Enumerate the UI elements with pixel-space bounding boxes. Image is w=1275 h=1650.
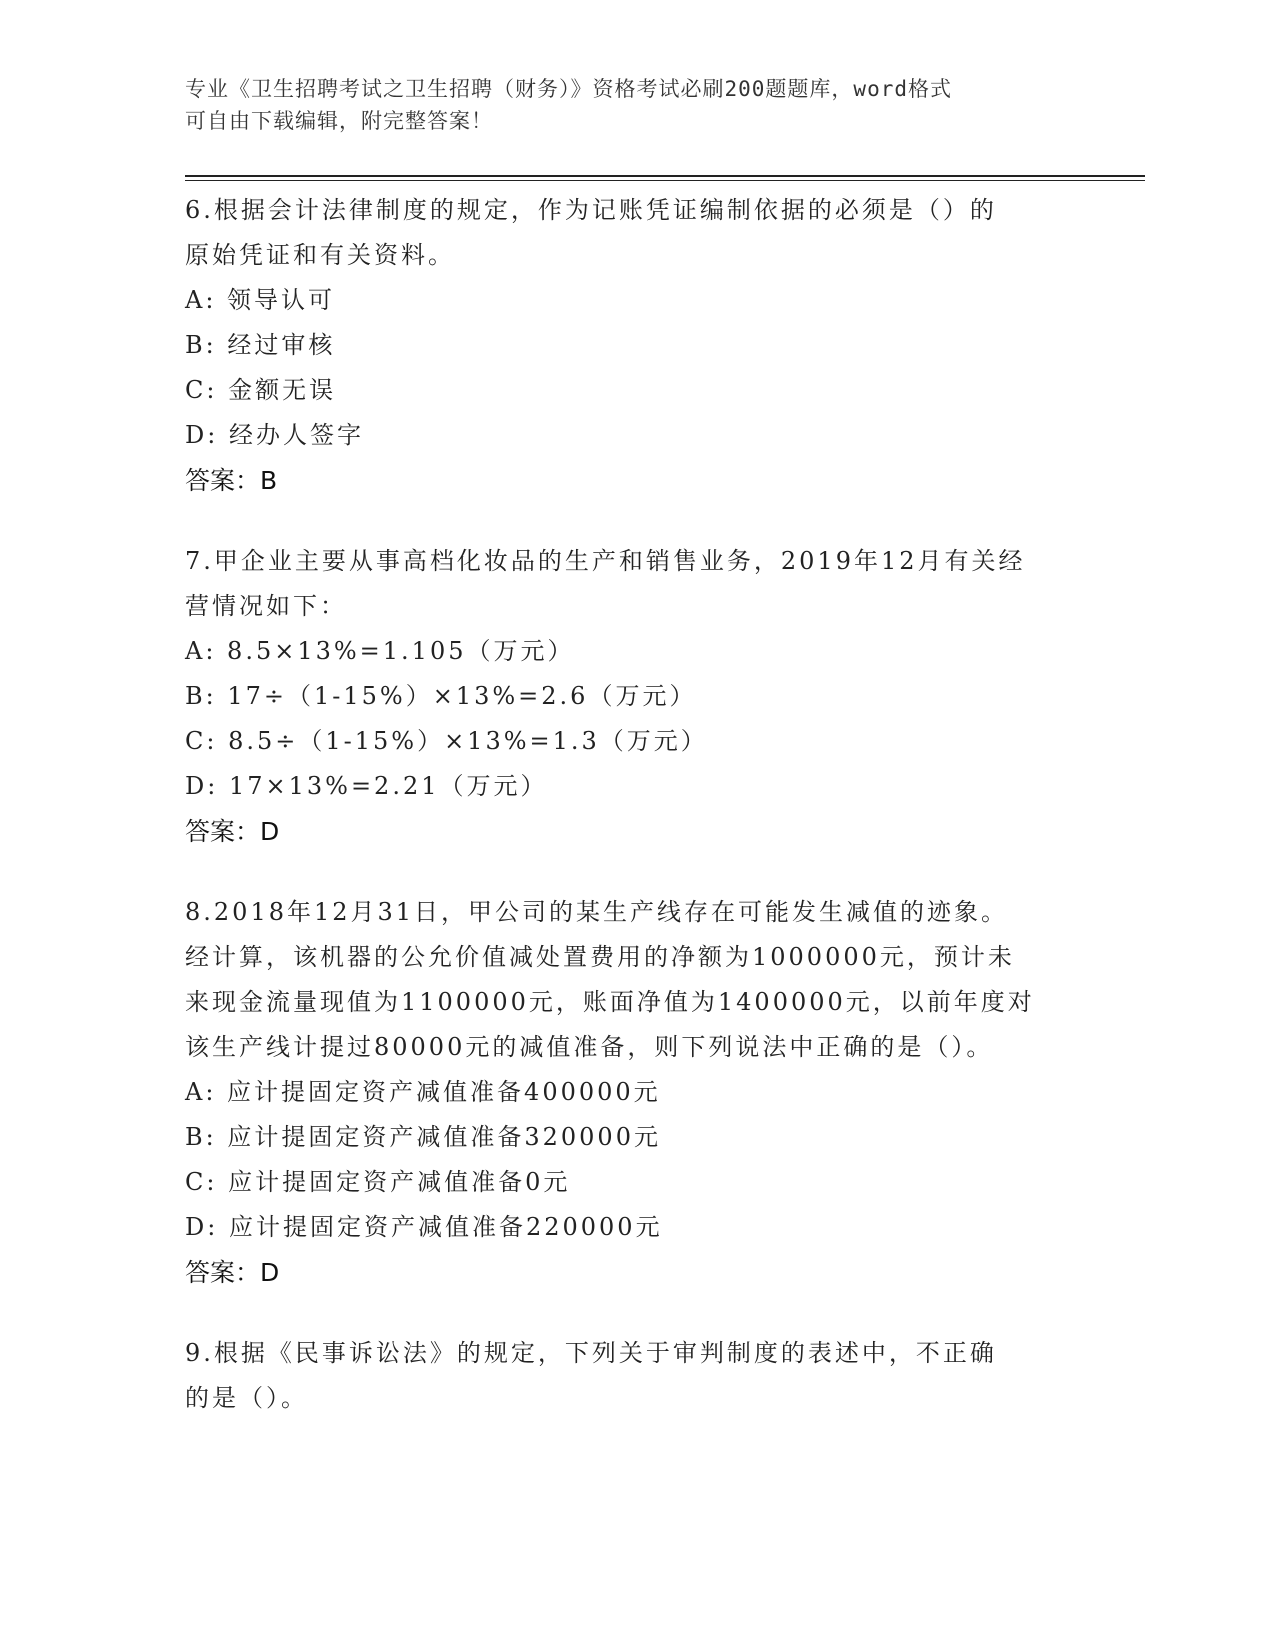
option-d: D: 17×13%=2.21（万元） [185,772,548,800]
option-d: D: 经办人签字 [185,421,364,449]
document-header [185,73,1065,137]
header-divider-thick [185,175,1145,177]
question-text: 8.2018年12月31日，甲公司的某生产线存在可能发生减值的迹象。 [185,898,1009,926]
question-text: 7.甲企业主要从事高档化妆品的生产和销售业务，2019年12月有关经 [185,547,1026,575]
header-divider-thin [185,180,1145,181]
question-text: 来现金流量现值为1100000元，账面净值为1400000元，以前年度对 [185,988,1035,1016]
question-list [185,188,1085,1457]
header-line-1: 专业《卫生招聘考试之卫生招聘（财务）》资格考试必刷200题题库，word格式 [185,77,952,101]
question-text: 该生产线计提过80000元的减值准备，则下列说法中正确的是（）。 [185,1033,994,1061]
question-text: 9.根据《民事诉讼法》的规定，下列关于审判制度的表述中，不正确 [185,1339,997,1367]
option-b: B: 17÷（1-15%）×13%=2.6（万元） [185,682,697,710]
answer: 答案：D [185,817,280,846]
option-b: B: 经过审核 [185,331,336,359]
answer: 答案：D [185,1258,280,1287]
option-c: C: 8.5÷（1-15%）×13%=1.3（万元） [185,727,708,755]
question-text: 经计算，该机器的公允价值减处置费用的净额为1000000元，预计未 [185,943,1015,971]
question-text: 6.根据会计法律制度的规定，作为记账凭证编制依据的必须是（）的 [185,196,997,224]
option-c: C: 金额无误 [185,376,337,404]
option-a: A: 应计提固定资产减值准备400000元 [185,1078,661,1106]
question-9 [185,1331,1085,1421]
option-d: D: 应计提固定资产减值准备220000元 [185,1213,663,1241]
question-7 [185,539,1085,854]
option-a: A: 领导认可 [185,286,336,314]
answer: 答案：B [185,466,278,495]
question-text: 原始凭证和有关资料。 [185,241,455,269]
question-text: 营情况如下： [185,592,347,620]
option-c: C: 应计提固定资产减值准备0元 [185,1168,571,1196]
option-b: B: 应计提固定资产减值准备320000元 [185,1123,661,1151]
option-a: A: 8.5×13%=1.105（万元） [185,637,575,665]
header-line-2: 可自由下载编辑，附完整答案！ [185,109,493,133]
question-text: 的是（）。 [185,1384,308,1412]
question-6 [185,188,1085,503]
question-8 [185,890,1085,1295]
